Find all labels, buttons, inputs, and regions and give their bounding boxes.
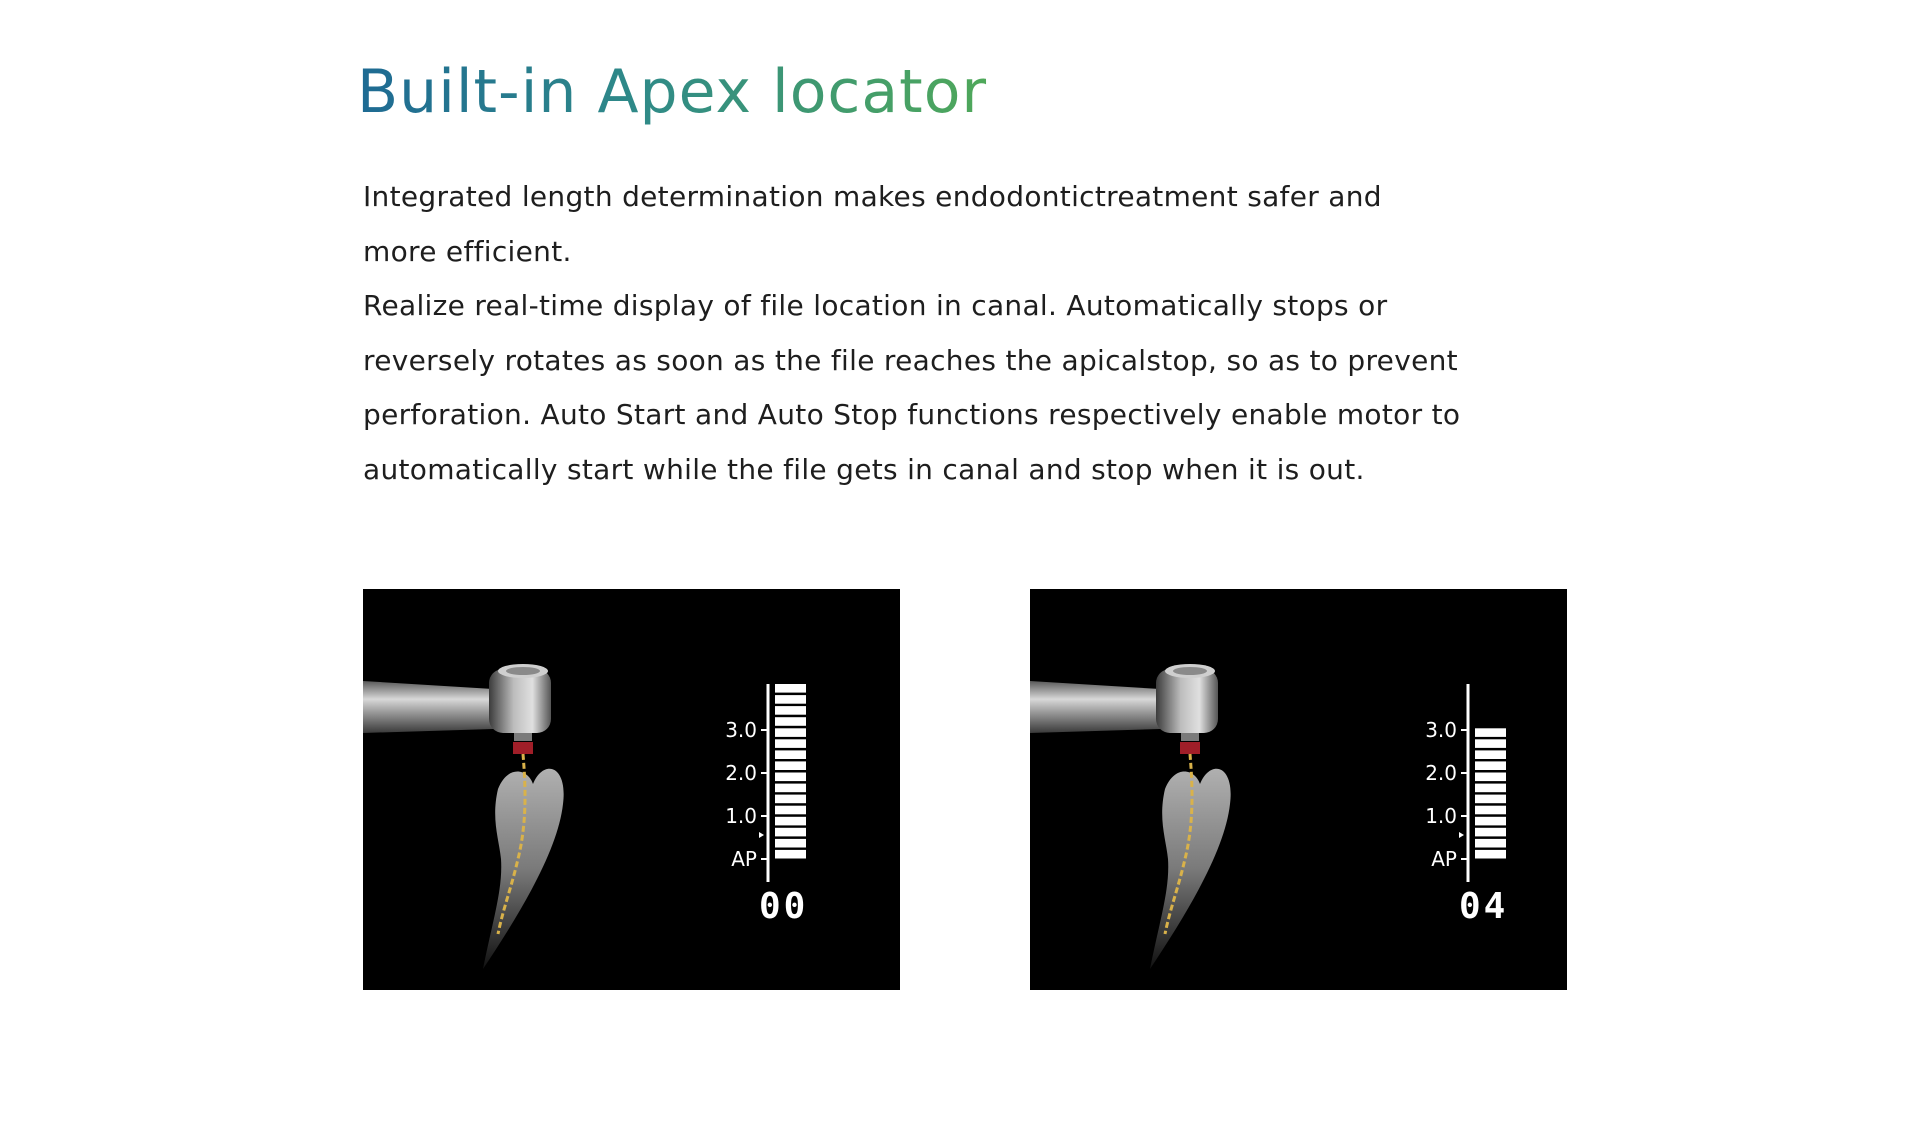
description-line: Realize real-time display of file location in canal. Automatically stops or: [363, 289, 1388, 322]
description-line: automatically start while the file gets in canal and stop when it is out.: [363, 452, 1365, 486]
handpiece-illustration: [1030, 589, 1567, 990]
depth-bar-segment: [775, 828, 806, 837]
page-title: Built-in Apex locator: [357, 54, 987, 130]
depth-bar-segment: [775, 795, 806, 804]
depth-bar-meter: [775, 684, 806, 859]
depth-bar-segment: [775, 684, 806, 693]
scale-label: 2.0: [725, 761, 757, 785]
description-line: reversely rotates as soon as the file reaches the apicalstop, so as to prevent: [363, 343, 1458, 377]
depth-bar-segment: [1475, 806, 1506, 815]
depth-bar-segment: [1475, 784, 1506, 793]
description-line: perforation. Auto Start and Auto Stop functions respectively enable motor to: [363, 398, 1461, 431]
depth-bar-segment: [775, 728, 806, 737]
scale-label: 3.0: [1425, 718, 1457, 742]
depth-bar-segment: [775, 806, 806, 815]
depth-bar-segment: [775, 706, 806, 715]
scale-label: 1.0: [725, 804, 757, 828]
depth-bar-segment: [775, 817, 806, 826]
scale-label: 3.0: [725, 718, 757, 742]
scale-label: 1.0: [1425, 804, 1457, 828]
depth-bar-segment: [1475, 728, 1506, 737]
depth-bar-segment: [775, 773, 806, 782]
depth-bar-segment: [1475, 850, 1506, 859]
depth-bar-segment: [775, 750, 806, 759]
handpiece-illustration: [363, 589, 900, 990]
depth-bar-segment: [775, 850, 806, 859]
description-line: Integrated length determination makes endodontictreatment safer and: [363, 180, 1382, 213]
depth-bar-segment: [1475, 839, 1506, 848]
depth-bar-segment: [1475, 761, 1506, 770]
depth-bar-segment: [775, 761, 806, 770]
depth-bar-segment: [1475, 739, 1506, 748]
description-text: [363, 170, 1503, 497]
depth-bar-segment: [1475, 750, 1506, 759]
scale-label: AP: [1431, 847, 1457, 871]
apex-display-panel-full: [363, 589, 900, 990]
depth-bar-segment: [1475, 817, 1506, 826]
scale-label: AP: [731, 847, 757, 871]
depth-bar-segment: [775, 839, 806, 848]
depth-bar-segment: [775, 784, 806, 793]
depth-bar-segment: [1475, 773, 1506, 782]
depth-bar-segment: [1475, 828, 1506, 837]
depth-bar-segment: [775, 739, 806, 748]
apex-display-panel-partial: [1030, 589, 1567, 990]
depth-bar-segment: [775, 717, 806, 726]
depth-bar-meter: [1475, 728, 1506, 858]
length-readout: 00: [759, 886, 809, 927]
description-line: more efficient.: [363, 234, 572, 268]
depth-bar-segment: [1475, 795, 1506, 804]
length-readout: 04: [1459, 886, 1509, 927]
scale-label: 2.0: [1425, 761, 1457, 785]
depth-bar-segment: [775, 695, 806, 704]
